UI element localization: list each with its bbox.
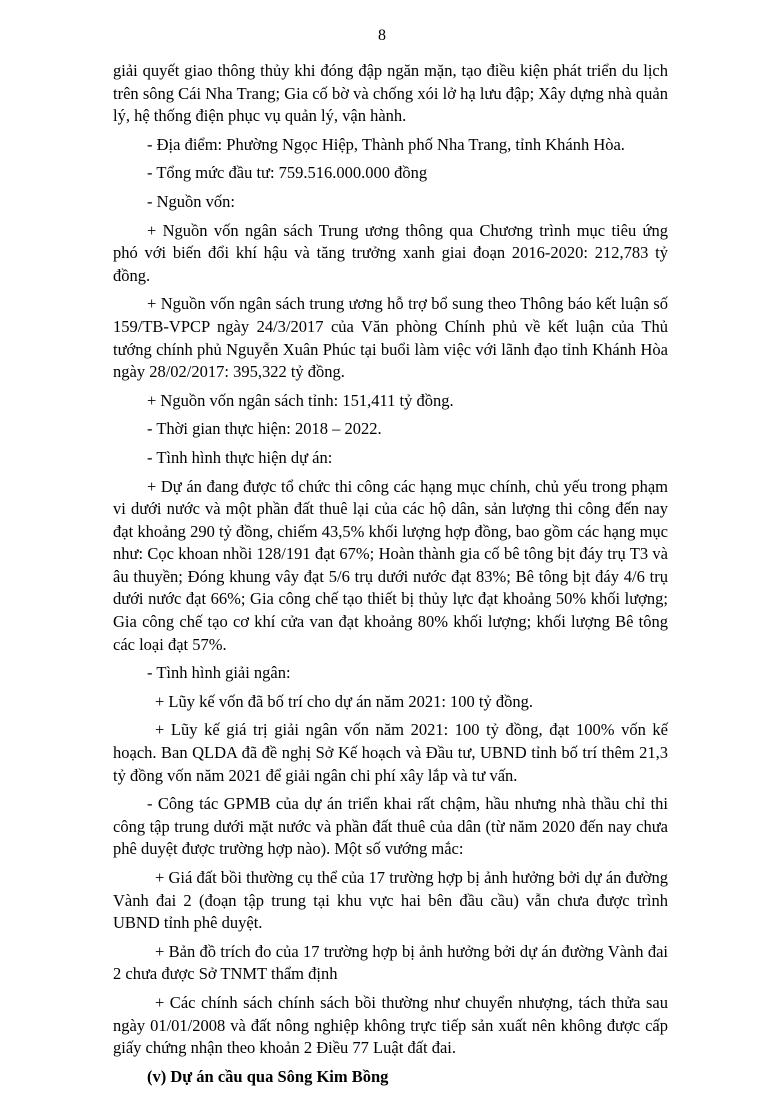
section-heading: (v) Dự án cầu qua Sông Kim Bồng [147,1066,389,1086]
paragraph-construction-progress: + Dự án đang được tổ chức thi công các hạng mục chính, chủ yếu trong phạm vi dưới nước và một phần đất thuê lại của các hộ dân, sản lượng thi công đến nay đạt khoảng 290 tỷ đồng, chiếm 43,5% khối lượng hợp đồng, bao gồm các hạng mục như: Cọc khoan nhồi 128/191 đạt 67%; Hoàn thành gia cố bê tông bịt đáy trụ T3 và âu thuyền; Đóng khung vây đạt 5/6 trụ dưới nước đạt 83%; Bê tông bịt đáy 4/6 trụ dưới nước đạt 66%; Gia công chế tạo thiết bị thủy lực đạt khoảng 50% khối lượng; Gia công chế tạo cơ khí cửa van đạt khoảng 80% khối lượng; khối lượng Bê tông các loại đạt 57%. [113,476,668,654]
paragraph-land-compensation: + Giá đất bồi thường cụ thể của 17 trường hợp bị ảnh hưởng bởi dự án đường Vành đai 2 (đoạn tập trung tại khu vực hai bên đầu cầu) vẫn chưa được trình UBND tỉnh phê duyệt. [113,868,668,933]
document-body [113,60,668,1094]
paragraph-continuation: giải quyết giao thông thủy khi đóng đập ngăn mặn, tạo điều kiện phát triển du lịch trên sông Cái Nha Trang; Gia cố bờ và chống xói lở hạ lưu đập; Xây dựng nhà quản lý, hệ thống điện phục vụ quản lý, vận hành. [113,61,668,126]
paragraph-implementation-status: - Tình hình thực hiện dự án: [147,447,333,467]
paragraph-total-investment: - Tổng mức đầu tư: 759.516.000.000 đồng [147,163,428,183]
paragraph-implementation-time: - Thời gian thực hiện: 2018 – 2022. [147,419,382,439]
paragraph-allocated-capital: + Lũy kế vốn đã bố trí cho dự án năm 2021: 100 tỷ đồng. [155,691,533,711]
paragraph-provincial-budget: + Nguồn vốn ngân sách tỉnh: 151,411 tỷ đồng. [147,390,454,410]
paragraph-disbursed-value: + Lũy kế giá trị giải ngân vốn năm 2021: 100 tỷ đồng, đạt 100% vốn kế hoạch. Ban QLDA đã đề nghị Sở Kế hoạch và Đầu tư, UBND tỉnh bố trí thêm 21,3 tỷ đồng vốn năm 2021 để giải ngân chi phí xây lắp và tư vấn. [113,720,668,785]
paragraph-central-budget: + Nguồn vốn ngân sách Trung ương thông qua Chương trình mục tiêu ứng phó với biến đổi khí hậu và tăng trưởng xanh giai đoạn 2016-2020: 212,783 tỷ đồng. [113,220,668,285]
paragraph-survey-map: + Bản đồ trích đo của 17 trường hợp bị ảnh hưởng bởi dự án đường Vành đai 2 chưa được Sở TNMT thẩm định [113,941,668,984]
paragraph-location: - Địa điểm: Phường Ngọc Hiệp, Thành phố Nha Trang, tỉnh Khánh Hòa. [147,134,625,154]
paragraph-site-clearance: - Công tác GPMB của dự án triển khai rất chậm, hầu nhưng nhà thầu chỉ thi công tập trung dưới mặt nước và phần đất thuê của dân (từ năm 2020 đến nay chưa phê duyệt được trường hợp nào). Một số vướng mắc: [113,794,668,859]
page-number: 8 [378,27,386,44]
paragraph-disbursement-status: - Tình hình giải ngân: [147,663,291,683]
paragraph-compensation-policy: + Các chính sách chính sách bồi thường như chuyển nhượng, tách thửa sau ngày 01/01/2008 và đất nông nghiệp không trực tiếp sản xuất nên không được cấp giấy chứng nhận theo khoản 2 Điều 77 Luật đất đai. [113,992,668,1058]
paragraph-funding-sources: - Nguồn vốn: [147,191,235,211]
paragraph-supplementary-budget: + Nguồn vốn ngân sách trung ương hỗ trợ bổ sung theo Thông báo kết luận số 159/TB-VPCP ngày 24/3/2017 của Văn phòng Chính phủ về kết luận của Thủ tướng chính phủ Nguyễn Xuân Phúc tại buổi làm việc với lãnh đạo tỉnh Khánh Hòa ngày 28/02/2017: 395,322 tỷ đồng. [113,294,668,382]
